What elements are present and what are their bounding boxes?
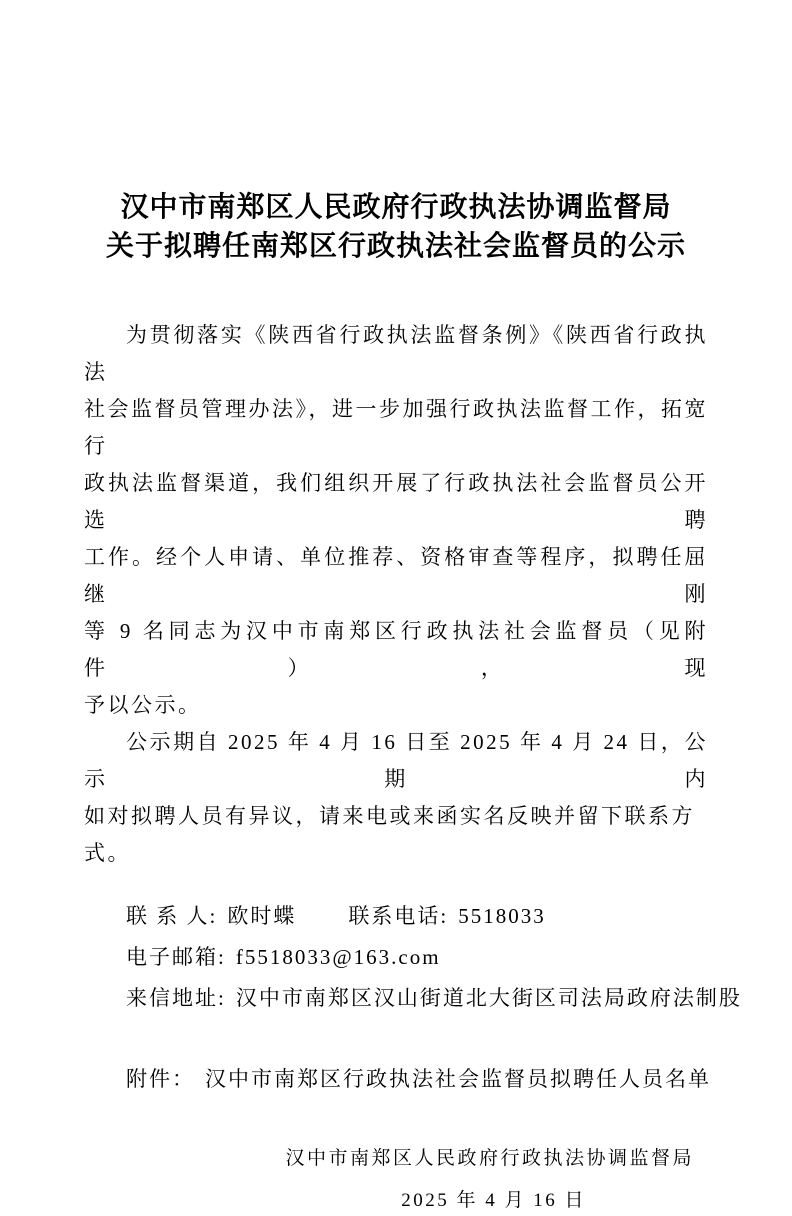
contact-phone-label: 联系电话:: [348, 904, 449, 928]
paragraph-1-line-3: 政执法监督渠道，我们组织开展了行政执法社会监督员公开选聘: [84, 471, 708, 532]
signature-organization: 汉中市南郑区人民政府行政执法协调监督局: [285, 1148, 694, 1169]
paragraph-1-line-1: 为贯彻落实《陕西省行政执法监督条例》《陕西省行政执法: [84, 323, 708, 384]
paragraph-1-line-4: 工作。经个人申请、单位推荐、资格审查等程序，拟聘任屈继刚: [84, 545, 708, 606]
document-title-line-2: 关于拟聘任南郑区行政执法社会监督员的公示: [105, 231, 686, 262]
paragraph-1-line-5: 等 9 名同志为汉中市南郑区行政执法社会监督员（见附件），现: [84, 619, 708, 680]
paragraph-1-line-2: 社会监督员管理办法》，进一步加强行政执法监督工作，拓宽行: [84, 397, 708, 458]
contact-email-value: f5518033@163.com: [235, 945, 441, 969]
attachment-text: 汉中市南郑区行政执法社会监督员拟聘任人员名单: [205, 1067, 711, 1091]
paragraph-2-line-2: 如对拟聘人员有异议，请来电或来函实名反映并留下联系方式。: [84, 804, 695, 865]
contact-row-person-phone: [126, 896, 708, 937]
paragraph-1: [84, 317, 708, 724]
contact-person-value: 欧时蝶: [227, 904, 297, 928]
contact-email-label: 电子邮箱:: [126, 945, 226, 969]
contact-address-label: 来信地址:: [126, 986, 226, 1010]
document-body: [84, 317, 708, 872]
contact-row-address: [126, 978, 742, 1019]
signature-date: 2025 年 4 月 16 日: [401, 1190, 586, 1211]
contact-phone-value: 5518033: [458, 904, 546, 928]
paragraph-2: [84, 724, 708, 872]
contact-person-label: 联 系 人:: [126, 904, 218, 928]
contact-row-email: [126, 937, 708, 978]
attachment-label: 附件：: [126, 1067, 195, 1091]
contact-address-value: 汉中市南郑区汉山街道北大街区司法局政府法制股: [235, 986, 742, 1010]
contact-block: [84, 896, 742, 1019]
document-title-line-1: 汉中市南郑区人民政府行政执法协调监督局: [120, 192, 672, 223]
paragraph-2-line-1: 公示期自 2025 年 4 月 16 日至 2025 年 4 月 24 日，公示期内: [84, 730, 708, 791]
signature-block: [84, 1144, 708, 1216]
paragraph-1-line-6: 予以公示。: [84, 693, 202, 717]
document-title: [84, 0, 708, 266]
attachment-row: [84, 1059, 711, 1100]
